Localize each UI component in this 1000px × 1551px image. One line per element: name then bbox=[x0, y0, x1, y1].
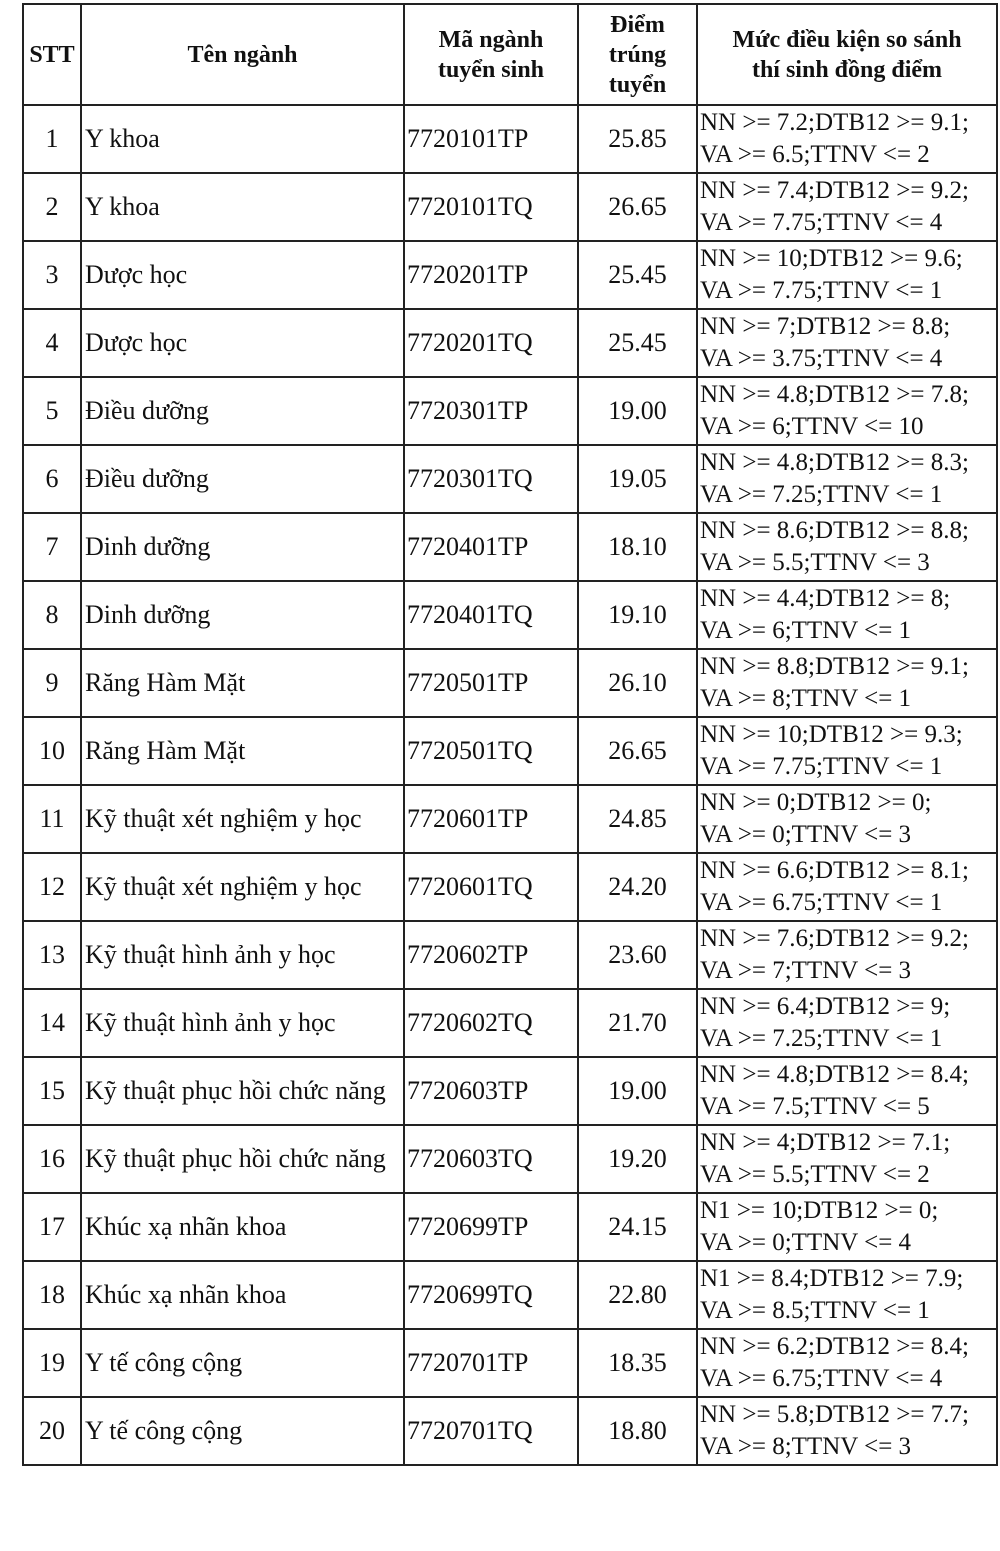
table-row bbox=[23, 649, 997, 717]
table-row bbox=[23, 1193, 997, 1261]
tiebreak-condition-line: VA >= 7;TTNV <= 3 bbox=[700, 957, 912, 984]
admission-score: 25.45 bbox=[578, 241, 697, 309]
admission-table-container bbox=[22, 3, 998, 1466]
major-code: 7720602TP bbox=[404, 921, 578, 989]
row-number: 10 bbox=[23, 717, 81, 785]
tiebreak-condition bbox=[697, 989, 997, 1057]
major-code: 7720101TQ bbox=[404, 173, 578, 241]
admission-score: 19.05 bbox=[578, 445, 697, 513]
admission-score: 21.70 bbox=[578, 989, 697, 1057]
major-name: Kỹ thuật hình ảnh y học bbox=[81, 989, 404, 1057]
major-name: Dược học bbox=[81, 309, 404, 377]
header-admission-score-line: Điểm bbox=[610, 11, 665, 38]
tiebreak-condition-line: VA >= 7.75;TTNV <= 4 bbox=[700, 209, 943, 236]
admission-score-table bbox=[22, 3, 998, 1466]
row-number: 18 bbox=[23, 1261, 81, 1329]
header-major-code-line: Mã ngành bbox=[438, 26, 544, 53]
tiebreak-condition bbox=[697, 241, 997, 309]
tiebreak-condition-line: VA >= 8;TTNV <= 3 bbox=[700, 1433, 912, 1460]
tiebreak-condition-line: VA >= 7.25;TTNV <= 1 bbox=[700, 1025, 943, 1052]
tiebreak-condition-line: NN >= 6.2;DTB12 >= 8.4; bbox=[700, 1333, 969, 1360]
tiebreak-condition-line: NN >= 7.6;DTB12 >= 9.2; bbox=[700, 925, 969, 952]
tiebreak-condition bbox=[697, 785, 997, 853]
row-number: 17 bbox=[23, 1193, 81, 1261]
tiebreak-condition-line: VA >= 7.75;TTNV <= 1 bbox=[700, 753, 943, 780]
row-number: 8 bbox=[23, 581, 81, 649]
table-row bbox=[23, 1261, 997, 1329]
major-code: 7720301TP bbox=[404, 377, 578, 445]
tiebreak-condition-line: NN >= 6.4;DTB12 >= 9; bbox=[700, 993, 951, 1020]
major-name: Điều dưỡng bbox=[81, 377, 404, 445]
tiebreak-condition-line: NN >= 10;DTB12 >= 9.3; bbox=[700, 721, 963, 748]
tiebreak-condition-line: NN >= 4;DTB12 >= 7.1; bbox=[700, 1129, 951, 1156]
tiebreak-condition-line: NN >= 4.8;DTB12 >= 7.8; bbox=[700, 381, 969, 408]
table-row bbox=[23, 921, 997, 989]
table-row bbox=[23, 1397, 997, 1465]
tiebreak-condition-line: NN >= 7.2;DTB12 >= 9.1; bbox=[700, 109, 969, 136]
tiebreak-condition bbox=[697, 173, 997, 241]
tiebreak-condition bbox=[697, 377, 997, 445]
tiebreak-condition-line: NN >= 10;DTB12 >= 9.6; bbox=[700, 245, 963, 272]
tiebreak-condition-line: NN >= 4.8;DTB12 >= 8.4; bbox=[700, 1061, 969, 1088]
table-row bbox=[23, 785, 997, 853]
major-name: Kỹ thuật xét nghiệm y học bbox=[81, 853, 404, 921]
major-name: Y tế công cộng bbox=[81, 1397, 404, 1465]
row-number: 6 bbox=[23, 445, 81, 513]
row-number: 11 bbox=[23, 785, 81, 853]
tiebreak-condition-line: VA >= 6.75;TTNV <= 4 bbox=[700, 1365, 943, 1392]
table-row bbox=[23, 445, 997, 513]
tiebreak-condition-line: N1 >= 8.4;DTB12 >= 7.9; bbox=[700, 1265, 964, 1292]
admission-score: 24.85 bbox=[578, 785, 697, 853]
tiebreak-condition-line: NN >= 8.6;DTB12 >= 8.8; bbox=[700, 517, 969, 544]
tiebreak-condition-line: NN >= 8.8;DTB12 >= 9.1; bbox=[700, 653, 969, 680]
admission-score: 19.00 bbox=[578, 377, 697, 445]
tiebreak-condition-line: VA >= 0;TTNV <= 4 bbox=[700, 1229, 912, 1256]
major-name: Răng Hàm Mặt bbox=[81, 717, 404, 785]
admission-score: 18.80 bbox=[578, 1397, 697, 1465]
table-row bbox=[23, 1125, 997, 1193]
tiebreak-condition-line: VA >= 8.5;TTNV <= 1 bbox=[700, 1297, 930, 1324]
major-name: Y khoa bbox=[81, 105, 404, 173]
table-row bbox=[23, 377, 997, 445]
admission-score: 19.10 bbox=[578, 581, 697, 649]
tiebreak-condition bbox=[697, 1057, 997, 1125]
header-tiebreak-condition bbox=[697, 4, 997, 105]
tiebreak-condition-line: NN >= 5.8;DTB12 >= 7.7; bbox=[700, 1401, 969, 1428]
table-row bbox=[23, 241, 997, 309]
admission-score: 18.35 bbox=[578, 1329, 697, 1397]
row-number: 4 bbox=[23, 309, 81, 377]
tiebreak-condition-line: VA >= 6.5;TTNV <= 2 bbox=[700, 141, 930, 168]
major-code: 7720201TQ bbox=[404, 309, 578, 377]
major-code: 7720602TQ bbox=[404, 989, 578, 1057]
major-code: 7720601TP bbox=[404, 785, 578, 853]
tiebreak-condition bbox=[697, 513, 997, 581]
header-major-code-line: tuyển sinh bbox=[437, 56, 545, 83]
major-code: 7720701TQ bbox=[404, 1397, 578, 1465]
major-code: 7720701TP bbox=[404, 1329, 578, 1397]
major-name: Dược học bbox=[81, 241, 404, 309]
tiebreak-condition bbox=[697, 581, 997, 649]
major-name: Kỹ thuật hình ảnh y học bbox=[81, 921, 404, 989]
major-name: Dinh dưỡng bbox=[81, 581, 404, 649]
row-number: 7 bbox=[23, 513, 81, 581]
row-number: 16 bbox=[23, 1125, 81, 1193]
major-code: 7720603TQ bbox=[404, 1125, 578, 1193]
tiebreak-condition-line: VA >= 8;TTNV <= 1 bbox=[700, 685, 912, 712]
major-name: Y khoa bbox=[81, 173, 404, 241]
major-code: 7720401TQ bbox=[404, 581, 578, 649]
major-code: 7720201TP bbox=[404, 241, 578, 309]
tiebreak-condition-line: NN >= 0;DTB12 >= 0; bbox=[700, 789, 932, 816]
major-name: Khúc xạ nhãn khoa bbox=[81, 1261, 404, 1329]
row-number: 1 bbox=[23, 105, 81, 173]
table-row bbox=[23, 853, 997, 921]
header-tiebreak-condition-line: Mức điều kiện so sánh bbox=[732, 26, 962, 53]
major-name: Dinh dưỡng bbox=[81, 513, 404, 581]
admission-score: 26.65 bbox=[578, 173, 697, 241]
tiebreak-condition-line: VA >= 6.75;TTNV <= 1 bbox=[700, 889, 943, 916]
row-number: 14 bbox=[23, 989, 81, 1057]
header-stt: STT bbox=[23, 4, 81, 105]
major-code: 7720699TQ bbox=[404, 1261, 578, 1329]
admission-score: 18.10 bbox=[578, 513, 697, 581]
table-row bbox=[23, 1057, 997, 1125]
table-row bbox=[23, 717, 997, 785]
row-number: 2 bbox=[23, 173, 81, 241]
tiebreak-condition-line: VA >= 7.25;TTNV <= 1 bbox=[700, 481, 943, 508]
tiebreak-condition-line: VA >= 0;TTNV <= 3 bbox=[700, 821, 912, 848]
tiebreak-condition bbox=[697, 649, 997, 717]
major-code: 7720603TP bbox=[404, 1057, 578, 1125]
header-admission-score-line: tuyển bbox=[608, 71, 667, 98]
tiebreak-condition bbox=[697, 309, 997, 377]
tiebreak-condition-line: VA >= 7.5;TTNV <= 5 bbox=[700, 1093, 930, 1120]
admission-score: 26.10 bbox=[578, 649, 697, 717]
major-code: 7720601TQ bbox=[404, 853, 578, 921]
tiebreak-condition bbox=[697, 1329, 997, 1397]
table-row bbox=[23, 105, 997, 173]
admission-score: 19.20 bbox=[578, 1125, 697, 1193]
tiebreak-condition bbox=[697, 853, 997, 921]
table-row bbox=[23, 309, 997, 377]
tiebreak-condition-line: NN >= 7.4;DTB12 >= 9.2; bbox=[700, 177, 969, 204]
tiebreak-condition bbox=[697, 717, 997, 785]
header-admission-score bbox=[578, 4, 697, 105]
major-code: 7720101TP bbox=[404, 105, 578, 173]
tiebreak-condition-line: NN >= 4.8;DTB12 >= 8.3; bbox=[700, 449, 969, 476]
admission-score: 19.00 bbox=[578, 1057, 697, 1125]
header-admission-score-line: trúng bbox=[608, 41, 667, 68]
admission-score: 25.45 bbox=[578, 309, 697, 377]
table-row bbox=[23, 173, 997, 241]
row-number: 20 bbox=[23, 1397, 81, 1465]
admission-score: 26.65 bbox=[578, 717, 697, 785]
major-name: Khúc xạ nhãn khoa bbox=[81, 1193, 404, 1261]
row-number: 9 bbox=[23, 649, 81, 717]
major-name: Răng Hàm Mặt bbox=[81, 649, 404, 717]
tiebreak-condition-line: NN >= 4.4;DTB12 >= 8; bbox=[700, 585, 951, 612]
tiebreak-condition-line: NN >= 6.6;DTB12 >= 8.1; bbox=[700, 857, 969, 884]
admission-score: 23.60 bbox=[578, 921, 697, 989]
tiebreak-condition-line: N1 >= 10;DTB12 >= 0; bbox=[700, 1197, 939, 1224]
tiebreak-condition bbox=[697, 921, 997, 989]
tiebreak-condition bbox=[697, 1125, 997, 1193]
table-row bbox=[23, 1329, 997, 1397]
major-name: Y tế công cộng bbox=[81, 1329, 404, 1397]
header-major-code bbox=[404, 4, 578, 105]
table-row bbox=[23, 513, 997, 581]
major-code: 7720301TQ bbox=[404, 445, 578, 513]
admission-score: 24.20 bbox=[578, 853, 697, 921]
row-number: 12 bbox=[23, 853, 81, 921]
tiebreak-condition bbox=[697, 1397, 997, 1465]
tiebreak-condition-line: VA >= 6;TTNV <= 1 bbox=[700, 617, 912, 644]
major-code: 7720501TQ bbox=[404, 717, 578, 785]
major-code: 7720699TP bbox=[404, 1193, 578, 1261]
major-name: Kỹ thuật phục hồi chức năng bbox=[81, 1125, 404, 1193]
row-number: 15 bbox=[23, 1057, 81, 1125]
admission-score: 24.15 bbox=[578, 1193, 697, 1261]
admission-score: 22.80 bbox=[578, 1261, 697, 1329]
header-major-name: Tên ngành bbox=[81, 4, 404, 105]
row-number: 13 bbox=[23, 921, 81, 989]
header-row bbox=[23, 4, 997, 105]
table-header bbox=[23, 4, 997, 105]
major-name: Kỹ thuật xét nghiệm y học bbox=[81, 785, 404, 853]
admission-score: 25.85 bbox=[578, 105, 697, 173]
major-name: Điều dưỡng bbox=[81, 445, 404, 513]
major-name: Kỹ thuật phục hồi chức năng bbox=[81, 1057, 404, 1125]
tiebreak-condition-line: VA >= 5.5;TTNV <= 3 bbox=[700, 549, 930, 576]
table-row bbox=[23, 581, 997, 649]
tiebreak-condition-line: VA >= 6;TTNV <= 10 bbox=[700, 413, 924, 440]
tiebreak-condition bbox=[697, 1261, 997, 1329]
major-code: 7720401TP bbox=[404, 513, 578, 581]
table-row bbox=[23, 989, 997, 1057]
tiebreak-condition bbox=[697, 445, 997, 513]
major-code: 7720501TP bbox=[404, 649, 578, 717]
table-body bbox=[23, 105, 997, 1465]
row-number: 19 bbox=[23, 1329, 81, 1397]
tiebreak-condition bbox=[697, 105, 997, 173]
tiebreak-condition-line: VA >= 3.75;TTNV <= 4 bbox=[700, 345, 943, 372]
tiebreak-condition-line: VA >= 5.5;TTNV <= 2 bbox=[700, 1161, 930, 1188]
header-tiebreak-condition-line: thí sinh đồng điểm bbox=[751, 56, 943, 83]
tiebreak-condition-line: VA >= 7.75;TTNV <= 1 bbox=[700, 277, 943, 304]
tiebreak-condition-line: NN >= 7;DTB12 >= 8.8; bbox=[700, 313, 951, 340]
row-number: 3 bbox=[23, 241, 81, 309]
row-number: 5 bbox=[23, 377, 81, 445]
tiebreak-condition bbox=[697, 1193, 997, 1261]
